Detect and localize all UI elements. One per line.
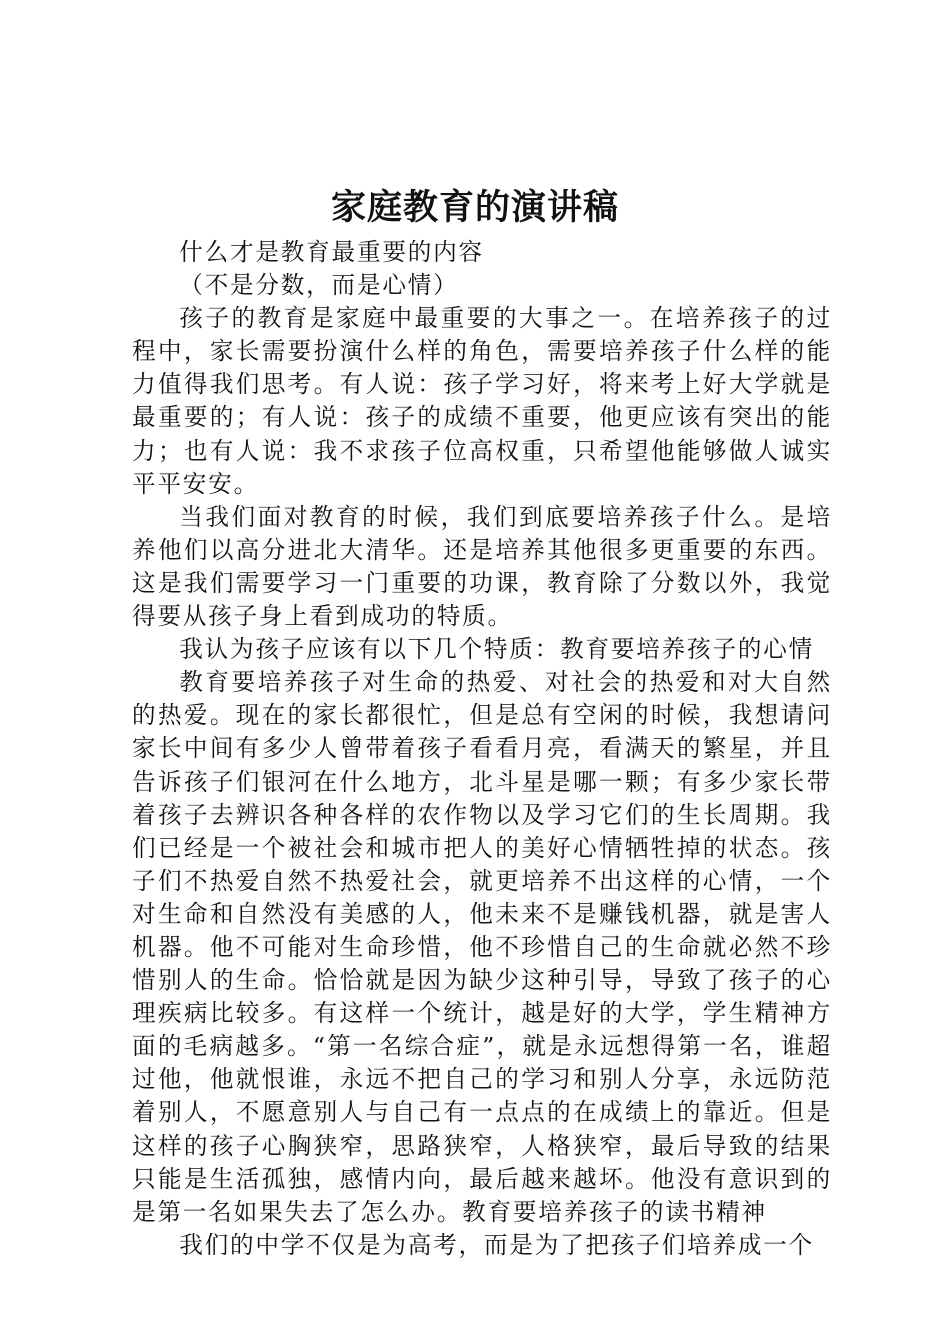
- paragraph: 教育要培养孩子对生命的热爱、对社会的热爱和对大自然的热爱。现在的家长都很忙，但是总有空闲的时候，我想请问家长中间有多少人曾带着孩子看看月亮，看满天的繁星，并且告诉孩子们银河在什么地方，北斗星是哪一颗；有多少家长带着孩子去辨识各种各样的农作物以及学习它们的生长周期。我们已经是一个被社会和城市把人的美好心情牺牲掉的状态。孩子们不热爱自然不热爱社会，就更培养不出这样的心情，一个对生命和自然没有美感的人，他未来不是赚钱机器，就是害人机器。他不可能对生命珍惜，他不珍惜自己的生命就必然不珍惜别人的生命。恰恰就是因为缺少这种引导，导致了孩子的心理疾病比较多。有这样一个统计，越是好的大学，学生精神方面的毛病越多。“第一名综合症”，就是永远想得第一名，谁超过他，他就恨谁，永远不把自己的学习和别人分享，永远防范着别人，不愿意别人与自己有一点点的在成绩上的靠近。但是这样的孩子心胸狭窄，思路狭窄，人格狭窄，最后导致的结果只能是生活孤独，感情内向，最后越来越坏。他没有意识到的是第一名如果失去了怎么办。教育要培养孩子的读书精神: [132, 668, 832, 1226]
- document-title: 家庭教育的演讲稿: [330, 187, 619, 228]
- paragraph-subtitle-note: （不是分数，而是心情）: [179, 271, 459, 300]
- paragraph: 我认为孩子应该有以下几个特质：教育要培养孩子的心情: [179, 635, 815, 664]
- paragraph: 当我们面对教育的时候，我们到底要培养孩子什么。是培养他们以高分进北大清华。还是培养其他很多更重要的东西。这是我们需要学习一门重要的功课，教育除了分数以外，我觉得要从孩子身上看到成功的特质。: [132, 502, 832, 631]
- paragraph: 我们的中学不仅是为高考，而是为了把孩子们培养成一个: [179, 1230, 815, 1259]
- paragraph: 孩子的教育是家庭中最重要的大事之一。在培养孩子的过程中，家长需要扮演什么样的角色，需要培养孩子什么样的能力值得我们思考。有人说：孩子学习好，将来考上好大学就是最重要的；有人说：孩子的成绩不重要，他更应该有突出的能力；也有人说：我不求孩子位高权重，只希望他能够做人诚实平平安安。: [132, 304, 832, 498]
- paragraph-subtitle: 什么才是教育最重要的内容: [179, 238, 484, 266]
- document-body: [132, 236, 832, 1262]
